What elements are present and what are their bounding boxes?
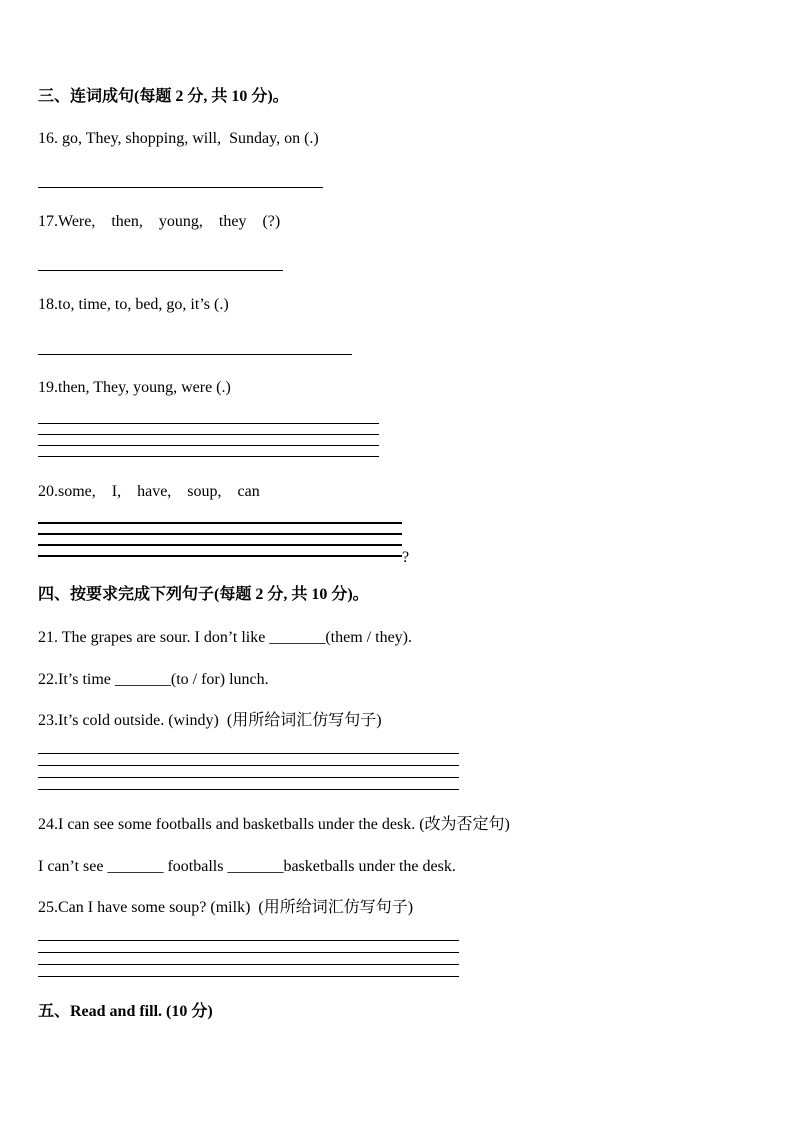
answer-line-17[interactable] bbox=[38, 270, 283, 271]
question-20: 20.some, I, have, soup, can bbox=[38, 483, 260, 500]
section-5-heading: 五、Read and fill. (10 分) bbox=[38, 1003, 213, 1020]
question-mark: ? bbox=[402, 549, 410, 566]
question-23: 23.It’s cold outside. (windy) (用所给词汇仿写句子) bbox=[38, 712, 382, 729]
question-24-answer: I can’t see _______ footballs _______basketballs under the desk. bbox=[38, 858, 456, 875]
question-19: 19.then, They, young, were (.) bbox=[38, 379, 231, 396]
answer-line-16[interactable] bbox=[38, 187, 323, 188]
answer-line bbox=[38, 423, 379, 424]
answer-line bbox=[38, 522, 402, 524]
answer-line bbox=[38, 765, 459, 766]
answer-line bbox=[38, 964, 459, 965]
section-3-heading: 三、连词成句(每题 2 分, 共 10 分)。 bbox=[38, 88, 289, 105]
answer-line bbox=[38, 434, 379, 435]
answer-line-18[interactable] bbox=[38, 354, 352, 355]
question-16: 16. go, They, shopping, will, Sunday, on (.) bbox=[38, 130, 319, 147]
answer-line bbox=[38, 789, 459, 790]
answer-line bbox=[38, 555, 402, 557]
answer-line bbox=[38, 940, 459, 941]
question-17: 17.Were, then, young, they (?) bbox=[38, 213, 281, 230]
answer-line bbox=[38, 544, 402, 546]
answer-line bbox=[38, 753, 459, 754]
answer-line bbox=[38, 533, 402, 535]
question-18: 18.to, time, to, bed, go, it’s (.) bbox=[38, 296, 229, 313]
section-4-heading: 四、按要求完成下列句子(每题 2 分, 共 10 分)。 bbox=[38, 586, 369, 603]
question-22: 22.It’s time _______(to / for) lunch. bbox=[38, 671, 269, 688]
answer-line bbox=[38, 777, 459, 778]
answer-line bbox=[38, 976, 459, 977]
question-24: 24.I can see some footballs and basketballs under the desk. (改为否定句) bbox=[38, 816, 510, 833]
answer-line bbox=[38, 952, 459, 953]
question-21: 21. The grapes are sour. I don’t like _______(them / they). bbox=[38, 629, 412, 646]
answer-line bbox=[38, 445, 379, 446]
question-25: 25.Can I have some soup? (milk) (用所给词汇仿写句子) bbox=[38, 899, 414, 916]
answer-line bbox=[38, 456, 379, 457]
